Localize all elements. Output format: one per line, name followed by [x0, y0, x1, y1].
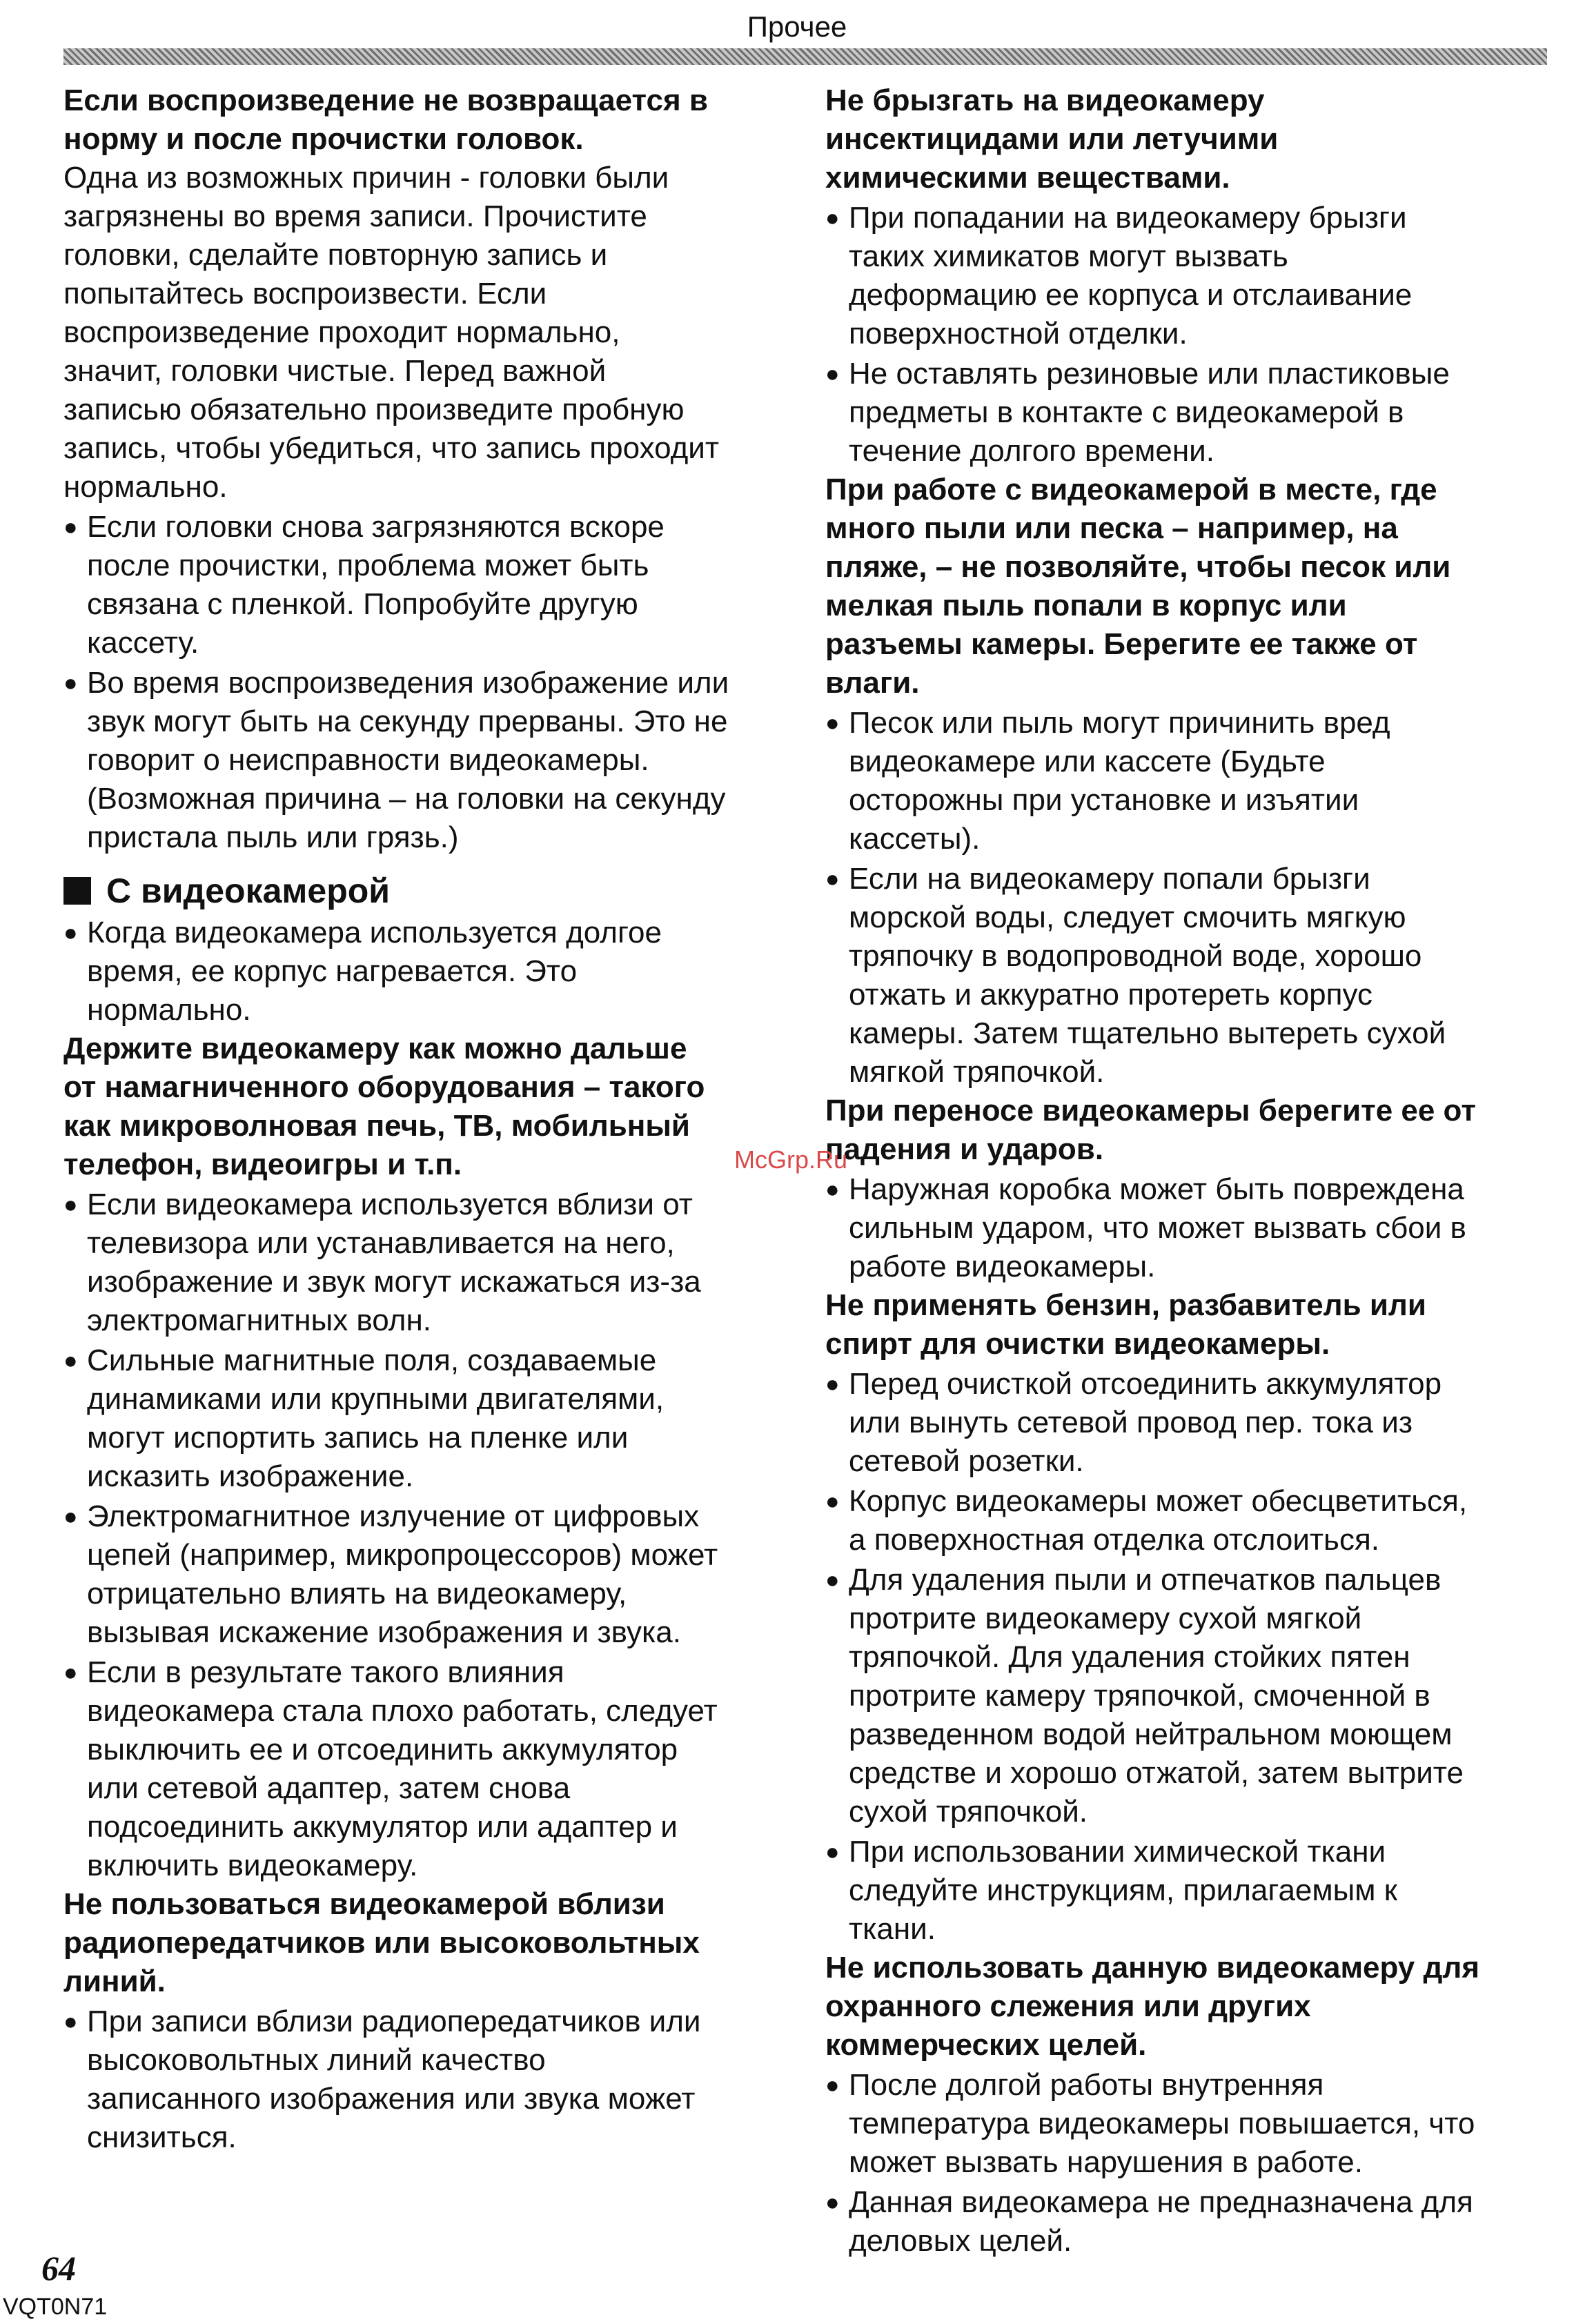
heading-dust-sand: При работе с видеокамерой в месте, где много пыли или песка – например, на пляже, – не позволяйте, чтобы песок или мелкая пыль попали в корпус или разъемы камеры. Берегите ее также от влаги.	[825, 473, 1451, 700]
bullet-item: ● Наружная коробка может быть повреждена сильным ударом, что может вызвать сбои в работе видеокамеры.	[825, 1170, 1550, 1286]
paragraph-heads-cleaning: Одна из возможных причин - головки были загрязнены во время записи. Прочистите головки, сделайте повторную запись и попытайтесь воспроизвести. Если воспроизведение проходит нормально, значит, головки чистые. Перед важной записью обязательно произведите пробную запись, чтобы убедиться, что запись проходит нормально.	[63, 161, 719, 504]
bullet-item: ● Для удаления пыли и отпечатков пальцев протрите видеокамеру сухой мягкой тряпочкой. Для удаления стойких пятен протрите камеру тряпочкой, смоченной в разведенном водой нейтральном моющем средстве и хорошо отжатой, затем вытрите сухой тряпочкой.	[825, 1561, 1550, 1831]
heading-radio-transmitters: Не пользоваться видеокамерой вблизи радиопередатчиков или высоковольтных линий.	[63, 1887, 700, 1998]
bullet-item: ● При попадании на видеокамеру брызги таких химикатов могут вызвать деформацию ее корпуса и отслаивание поверхностной отделки.	[825, 199, 1550, 353]
page-header-title: Прочее	[747, 10, 847, 43]
heading-carrying: При переносе видеокамеры берегите ее от падения и ударов.	[825, 1094, 1476, 1166]
section-title: С видеокамерой	[106, 872, 391, 910]
black-square-icon	[63, 877, 91, 905]
header-divider-bar	[63, 48, 1547, 65]
heading-heads-cleaning: Если воспроизведение не возвращается в норму и после прочистки головок.	[63, 83, 708, 156]
bullet-item: ● При использовании химической ткани следуйте инструкциям, прилагаемым к ткани.	[825, 1833, 1550, 1949]
bullet-item: ● Не оставлять резиновые или пластиковые предметы в контакте с видеокамерой в течение долгого времени.	[825, 355, 1550, 471]
bullet-item: ● Данная видеокамера не предназначена для деловых целей.	[825, 2183, 1550, 2261]
bullet-item: ● Электромагнитное излучение от цифровых цепей (например, микропроцессоров) может отрицательно влиять на видеокамеру, вызывая искажение изображения и звука.	[63, 1497, 788, 1652]
heading-cleaning-solvents: Не применять бензин, разбавитель или спирт для очистки видеокамеры.	[825, 1288, 1426, 1361]
bullet-item: ● Если на видеокамеру попали брызги морской воды, следует смочить мягкую тряпочку в водопроводной воде, хорошо отжать и аккуратно протереть корпус камеры. Затем тщательно вытереть сухой мягкой тряпочкой.	[825, 860, 1550, 1092]
right-column	[825, 81, 1550, 2261]
section-heading-camera	[63, 869, 788, 912]
bullet-item: ● При записи вблизи радиопередатчиков или высоковольтных линий качество записанного изображения или звука может снизиться.	[63, 2002, 788, 2157]
bullet-item: ● Если в результате такого влияния видеокамера стала плохо работать, следует выключить ее и отсоединить аккумулятор или сетевой адаптер, затем снова подсоединить аккумулятор или адаптер и включить видеокамеру.	[63, 1653, 788, 1885]
watermark-text: McGrp.Ru	[734, 1145, 848, 1174]
heading-magnetic-equipment: Держите видеокамеру как можно дальше от намагниченного оборудования – такого как микроволновая печь, ТВ, мобильный телефон, видеоигры и т.п.	[63, 1032, 705, 1181]
bullet-item: ● Если видеокамера используется вблизи от телевизора или устанавливается на него, изображение и звук могут искажаться из-за электромагнитных волн.	[63, 1185, 788, 1340]
bullet-item: ● Перед очисткой отсоединить аккумулятор или вынуть сетевой провод пер. тока из сетевой розетки.	[825, 1365, 1550, 1481]
heading-insecticides: Не брызгать на видеокамеру инсектицидами или летучими химическими веществами.	[825, 83, 1279, 195]
heading-commercial-use: Не использовать данную видеокамеру для охранного слежения или других коммерческих целей.	[825, 1951, 1480, 2062]
document-code: VQT0N71	[3, 2294, 108, 2320]
bullet-item: ● После долгой работы внутренняя температура видеокамеры повышается, что может вызвать нарушения в работе.	[825, 2066, 1550, 2182]
bullet-item: ● Корпус видеокамеры может обесцветиться, а поверхностная отделка отслоиться.	[825, 1482, 1550, 1559]
bullet-item: ● Когда видеокамера используется долгое время, ее корпус нагревается. Это нормально.	[63, 914, 788, 1030]
page-number: 64	[41, 2249, 76, 2287]
bullet-item: ● Во время воспроизведения изображение или звук могут быть на секунду прерваны. Это не говорит о неисправности видеокамеры. (Возможная причина – на головки на секунду пристала пыль или грязь.)	[63, 664, 788, 857]
bullet-item: ● Если головки снова загрязняются вскоре после прочистки, проблема может быть связана с пленкой. Попробуйте другую кассету.	[63, 508, 788, 662]
bullet-item: ● Песок или пыль могут причинить вред видеокамере или кассете (Будьте осторожны при установке и изъятии кассеты).	[825, 704, 1550, 858]
bullet-item: ● Сильные магнитные поля, создаваемые динамиками или крупными двигателями, могут испортить запись на пленке или исказить изображение.	[63, 1341, 788, 1496]
left-column	[63, 81, 788, 2157]
